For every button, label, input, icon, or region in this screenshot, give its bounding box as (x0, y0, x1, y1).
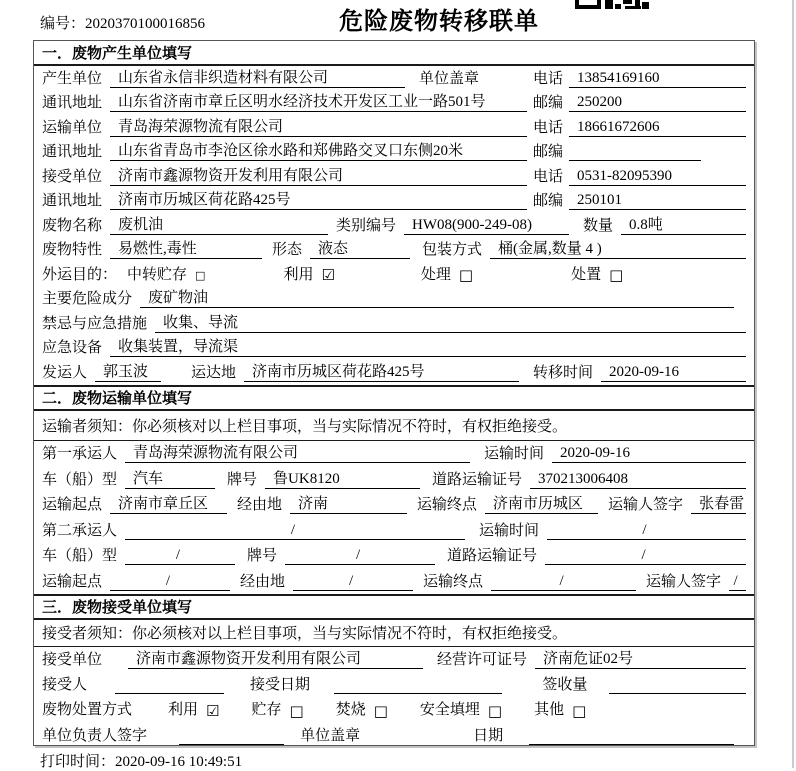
quantity-field: 0.8吨 (621, 213, 746, 235)
zip-label: 邮编 (533, 144, 564, 160)
transporter-address-row (34, 140, 754, 165)
origin2-field: / (110, 573, 230, 591)
form-label: 形态 (272, 242, 303, 258)
origin1-field: 济南市章丘区 (110, 492, 227, 514)
license-field: 济南危证02号 (535, 647, 746, 669)
producer-phone-field: 13854169160 (569, 70, 746, 88)
document-header (0, 0, 796, 40)
checkbox-disposal-landfill (420, 698, 502, 719)
origin-label: 运输起点 (42, 497, 103, 513)
plate-label: 牌号 (227, 471, 258, 488)
via-label: 经由地 (236, 497, 282, 513)
receiver-field: 济南市鑫源物资开发利用有限公司 (110, 164, 527, 186)
doc-number-value: 2020370100016856 (85, 16, 206, 32)
waste-name-row (34, 213, 754, 238)
license-label: 经营许可证号 (437, 651, 528, 668)
transporter-phone-group (533, 116, 746, 137)
checkbox-dispose-icon: □ (609, 265, 624, 284)
purpose-label: 外运目的： (42, 266, 118, 283)
checkbox-disposal-incinerate-label: 焚烧 (335, 702, 366, 719)
equipment-row (34, 336, 754, 361)
checkbox-transfer-storage-icon: □ (195, 269, 206, 283)
transporter-sign1-field: 张春雷 (691, 492, 746, 514)
via-label: 经由地 (240, 573, 286, 590)
road-permit-label: 道路运输证号 (447, 548, 538, 564)
carrier1-row (34, 441, 754, 467)
vehicle2-field: / (125, 547, 235, 565)
plate-label: 牌号 (247, 548, 278, 564)
transporter-label: 运输单位 (42, 119, 103, 136)
endpoint-label: 运输终点 (423, 573, 484, 590)
zip-label: 邮编 (533, 193, 564, 209)
producer-seal-label: 单位盖章 (419, 70, 480, 87)
producer-field: 山东省永信非织造材料有限公司 (110, 66, 405, 88)
disposal-label: 废物处置方式 (42, 702, 133, 719)
accept-date-label: 接受日期 (249, 677, 310, 693)
chief-sign-label: 单位负责人签字 (42, 727, 148, 744)
equipment-label: 应急设备 (42, 340, 103, 356)
date-label: 日期 (473, 727, 504, 744)
origin-label: 运输起点 (42, 573, 103, 590)
section3-header: 三．废物接受单位填写 (34, 594, 754, 620)
acceptor-label: 接受人 (42, 677, 88, 693)
producer-phone-group (533, 67, 746, 88)
address-label: 通讯地址 (42, 95, 103, 111)
manifest-form (33, 40, 755, 746)
accept-date-field (334, 693, 502, 694)
producer-row (34, 66, 754, 91)
print-time-label: 打印时间： (40, 754, 116, 770)
section2-header: 二．废物运输单位填写 (34, 385, 754, 411)
transporter-zip-group (533, 140, 746, 161)
carrier2-field: / (125, 522, 465, 540)
transporter-sign-label: 运输人签字 (608, 497, 684, 513)
transporter-sign2-field: / (729, 573, 746, 591)
chief-sign-field (179, 744, 284, 745)
vehicle1-row (34, 466, 754, 492)
checkbox-disposal-utilize-label: 利用 (168, 702, 199, 719)
transporter-row (34, 115, 754, 140)
checkbox-utilize (283, 263, 334, 284)
producer-address-field: 山东省济南市章丘区明水经济技术开发区工业一路501号 (110, 90, 527, 112)
equipment-field: 收集装置，导流渠 (110, 335, 746, 357)
checkbox-disposal-storage-icon: □ (289, 701, 304, 720)
producer-zip-field: 250200 (569, 94, 746, 112)
checkbox-treat-icon: □ (458, 265, 474, 284)
receiver-address-row (34, 189, 754, 214)
checkbox-disposal-incinerate (336, 698, 388, 719)
waste-name-field: 废机油 (110, 213, 328, 235)
receiver-address-field: 济南市历城区荷花路425号 (110, 188, 527, 210)
transport-time-label: 运输时间 (479, 522, 540, 539)
receiver-phone-group (533, 165, 746, 186)
receiver-row (34, 164, 754, 189)
acceptor-row (34, 672, 754, 697)
consignor-field: 郭玉波 (95, 360, 161, 382)
checkbox-disposal-landfill-icon: □ (487, 701, 503, 720)
form-field: 液态 (310, 237, 410, 259)
receiver-zip-group (533, 189, 746, 210)
taboo-row (34, 311, 754, 336)
checkbox-utilize-icon: ☑ (321, 265, 335, 284)
producer-label: 产生单位 (42, 70, 103, 87)
purpose-row (34, 262, 754, 287)
taboo-field: 收集、导流 (155, 311, 746, 333)
route2-row (34, 568, 754, 594)
hazard-label: 主要危险成分 (42, 291, 133, 307)
checkbox-utilize-label: 利用 (283, 266, 314, 283)
character-field: 易燃性,毒性 (110, 237, 262, 259)
section1-header: 一．废物产生单位填写 (34, 41, 754, 66)
packing-label: 包装方式 (422, 242, 483, 258)
category-label: 类别编号 (336, 217, 397, 234)
via1-field: 济南 (290, 492, 407, 514)
transporter-sign-label: 运输人签字 (646, 573, 722, 590)
vehicle1-field: 汽车 (125, 467, 215, 489)
phone-label: 电话 (533, 70, 564, 87)
carrier1-field: 青岛海荣源物流有限公司 (125, 441, 470, 463)
phone-label: 电话 (533, 119, 564, 136)
checkbox-transfer-storage (127, 263, 205, 284)
route1-row (34, 492, 754, 518)
producer-zip-group (533, 91, 746, 112)
carrier2-label: 第二承运人 (42, 522, 118, 539)
checkbox-treat-label: 处理 (420, 266, 451, 283)
road-permit-label: 道路运输证号 (432, 471, 523, 488)
receiver-phone-field: 0531-82095390 (569, 168, 746, 186)
checkbox-disposal-landfill-label: 安全填埋 (419, 702, 480, 719)
checkbox-disposal-other (534, 698, 586, 719)
receiver-zip-field: 250101 (569, 192, 746, 210)
carrier1-label: 第一承运人 (42, 446, 118, 462)
unit-seal-label: 单位盖章 (300, 727, 361, 744)
destination-label: 运达地 (191, 364, 237, 381)
plate1-field: 鲁UK8120 (265, 467, 420, 489)
transporter-field: 青岛海荣源物流有限公司 (110, 115, 527, 137)
signed-qty-field (609, 693, 746, 694)
section2-note: 运输者须知：你必须核对以上栏目事项，当与实际情况不符时，有权拒绝接受。 (34, 411, 754, 441)
hazard-row (34, 287, 754, 312)
address-label: 通讯地址 (42, 193, 103, 209)
checkbox-disposal-other-icon: □ (572, 701, 587, 720)
waste-name-label: 废物名称 (42, 217, 103, 234)
quantity-label: 数量 (583, 217, 614, 234)
checkbox-disposal-incinerate-icon: □ (373, 701, 388, 720)
producer-address-row (34, 91, 754, 116)
transporter-zip-field (569, 160, 701, 161)
accept-unit-row (34, 647, 754, 672)
vehicle2-row (34, 543, 754, 569)
checkbox-disposal-storage (251, 698, 303, 719)
via2-field: / (293, 573, 413, 591)
date-field (529, 744, 734, 745)
carrier2-time-field: / (547, 522, 746, 540)
transport-time-label: 运输时间 (484, 446, 545, 462)
consignor-row (34, 360, 754, 385)
transporter-phone-field: 18661672606 (569, 119, 746, 137)
vehicle-label: 车（船）型 (42, 471, 118, 488)
checkbox-disposal-other-label: 其他 (534, 702, 565, 719)
page-right-edge (792, 0, 794, 768)
road-permit1-field: 370213006408 (530, 471, 746, 489)
destination-field: 济南市历城区荷花路425号 (244, 360, 519, 382)
transfer-time-field: 2020-09-16 (601, 364, 746, 382)
hazard-field: 废矿物油 (140, 286, 734, 308)
packing-field: 桶(金属,数量 4 ) (490, 237, 746, 259)
category-field: HW08(900-249-08) (404, 217, 569, 235)
character-label: 废物特性 (42, 242, 103, 258)
checkbox-disposal-utilize (168, 698, 219, 719)
page-title: 危险废物转移联单 (339, 9, 539, 35)
endpoint2-field: / (491, 573, 636, 591)
chief-sign-row (34, 722, 754, 747)
accept-unit-label: 接受单位 (42, 651, 103, 668)
receiver-label: 接受单位 (42, 168, 103, 185)
phone-label: 电话 (533, 168, 564, 185)
disposal-row (34, 697, 754, 722)
doc-number-label: 编号： (40, 16, 86, 32)
checkbox-disposal-utilize-icon: ☑ (206, 701, 220, 720)
checkbox-transfer-storage-label: 中转贮存 (127, 266, 188, 283)
checkbox-disposal-storage-label: 贮存 (251, 702, 282, 719)
vehicle-label: 车（船）型 (42, 548, 118, 564)
print-time-value: 2020-09-16 10:49:51 (115, 754, 243, 770)
checkbox-treat (421, 263, 473, 284)
endpoint1-field: 济南市历城区 (485, 492, 598, 514)
taboo-label: 禁忌与应急措施 (42, 315, 148, 332)
waste-character-row (34, 238, 754, 263)
zip-label: 邮编 (533, 95, 564, 111)
signed-qty-label: 签收量 (542, 677, 588, 693)
carrier2-row (34, 517, 754, 543)
checkbox-dispose-label: 处置 (571, 266, 602, 283)
road-permit2-field: / (545, 547, 746, 565)
carrier1-time-field: 2020-09-16 (552, 445, 746, 463)
address-label: 通讯地址 (42, 144, 103, 160)
accept-unit-field: 济南市鑫源物资开发利用有限公司 (128, 647, 423, 669)
qr-code-fragment (575, 0, 649, 9)
endpoint-label: 运输终点 (416, 497, 477, 513)
plate2-field: / (285, 547, 435, 565)
acceptor-field (115, 693, 224, 694)
checkbox-dispose (571, 263, 623, 284)
section3-note: 接受者须知：你必须核对以上栏目事项，当与实际情况不符时，有权拒绝接受。 (34, 620, 754, 647)
transfer-time-label: 转移时间 (533, 364, 594, 381)
transporter-address-field: 山东省青岛市李沧区徐水路和郑佛路交叉口东侧20米 (110, 139, 527, 161)
consignor-label: 发运人 (42, 364, 88, 381)
